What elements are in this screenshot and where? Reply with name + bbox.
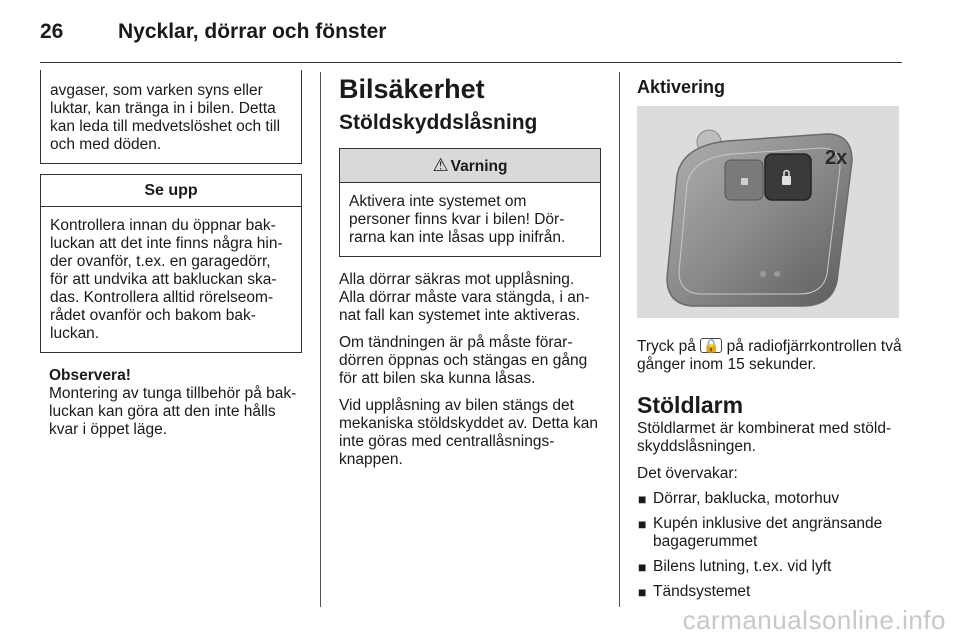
column-divider-2 [619, 72, 620, 607]
warning-triangle-icon: ⚠ [432, 155, 449, 175]
list-item: ■ Tändsystemet [638, 583, 751, 600]
paragraph: Vid upplåsning av bilen stängs det mekaniska stöldskyddet av. Detta kan inte göras med centrallåsnings-knappen. [339, 397, 599, 468]
paragraph: Alla dörrar säkras mot upplåsning. Alla dörrar måste vara stängda, i an-nat fall kan systemet inte aktiveras. [339, 271, 590, 324]
bullet-icon: ■ [638, 491, 647, 507]
alarm-intro: Stöldlarmet är kombinerat med stöld-skyddslåsningen. [637, 420, 892, 455]
list-item: ■ Bilens lutning, t.ex. vid lyft [638, 558, 832, 575]
caution-title: Se upp [41, 175, 301, 207]
caution-body: Kontrollera innan du öppnar bak-luckan att det inte finns några hin-der ovanför, t.ex. en garagedörr, för att undvika att bakluckan ska-das. Kontrollera alltid rörelseom-rådet ovanför och bakom bak-luckan. [50, 217, 283, 342]
page-number: 26 [40, 20, 64, 43]
note-body: Montering av tunga tillbehör på bak-luckan kan göra att den inte hålls kvar i öppet läge. [49, 385, 297, 438]
security-paragraphs [339, 271, 601, 469]
paragraph: Om tändningen är på måste förar-dörren öppnas och stängas en gång för att bilen ska kunna låsas. [339, 334, 588, 387]
activation-instructions [637, 338, 903, 374]
watermark: carmanualsonline.info [682, 605, 946, 635]
key-fob-image [637, 106, 899, 318]
car-key-fob-icon [637, 106, 899, 318]
caution-box [40, 174, 302, 353]
monitors-label: Det övervakar: [637, 465, 738, 482]
warning-title: Varning [450, 158, 508, 175]
warning-body: Aktivera inte systemet om personer finns kvar i bilen! Dör-rarna kan inte låsas upp inifrån. [349, 193, 566, 246]
list-item: ■ Dörrar, baklucka, motorhuv [638, 490, 840, 507]
monitored-items-list [637, 490, 903, 601]
column-1 [40, 70, 302, 439]
note-label: Observera! [49, 367, 131, 384]
press-count-badge: 2x [825, 147, 848, 169]
page-header [40, 12, 920, 52]
continued-text: avgaser, som varken syns eller luktar, kan tränga in i bilen. Detta kan leda till medvetslöshet och till och med döden. [50, 82, 281, 153]
column-divider-1 [320, 72, 321, 607]
bullet-icon: ■ [638, 584, 647, 600]
alarm-title: Stöldlarm [637, 392, 744, 418]
activation-text-before: Tryck på [637, 338, 696, 355]
column-2 [339, 70, 601, 478]
subsection-title: Stöldskyddslåsning [339, 111, 538, 134]
column-3 [637, 70, 903, 608]
list-item: ■ Kupén inklusive det angränsande bagagerummet [638, 515, 883, 550]
activation-text-after: på radiofjärrkontrollen två gånger inom 15 sekunder. [637, 338, 902, 373]
bullet-icon: ■ [638, 516, 647, 532]
section-title: Bilsäkerhet [339, 74, 485, 104]
note-block [40, 353, 302, 439]
header-rule [40, 62, 902, 63]
warning-header [340, 149, 600, 183]
lock-button-icon: 🔒 [700, 338, 722, 353]
page-title: Nycklar, dörrar och fönster [118, 20, 387, 43]
warning-box [339, 148, 601, 257]
activation-title: Aktivering [637, 77, 726, 97]
continued-warning-box [40, 70, 302, 164]
bullet-icon: ■ [638, 559, 647, 575]
